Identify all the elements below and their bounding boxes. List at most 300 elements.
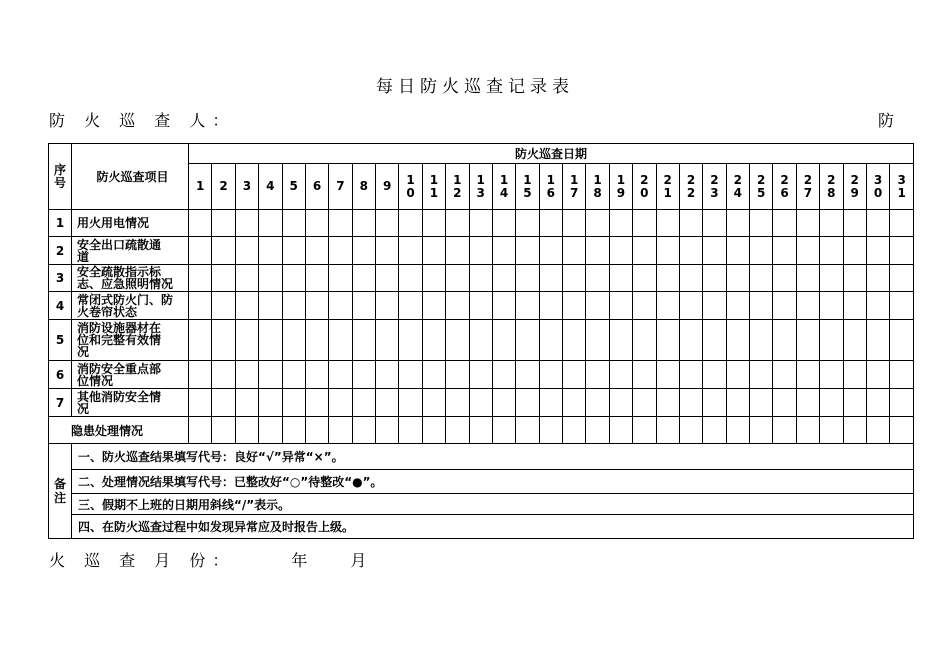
- hazard-cell[interactable]: [866, 417, 889, 444]
- check-cell[interactable]: [750, 361, 773, 389]
- check-cell[interactable]: [843, 265, 866, 292]
- check-cell[interactable]: [189, 292, 212, 320]
- check-cell[interactable]: [446, 320, 469, 361]
- text-line: 2: [733, 172, 742, 187]
- hazard-cell[interactable]: [259, 417, 282, 444]
- check-cell[interactable]: [726, 389, 749, 417]
- check-cell[interactable]: [633, 320, 656, 361]
- day-header: [726, 164, 749, 210]
- check-cell[interactable]: [609, 237, 632, 265]
- check-cell[interactable]: [633, 389, 656, 417]
- check-cell[interactable]: [539, 292, 562, 320]
- check-cell[interactable]: [235, 292, 258, 320]
- hazard-cell[interactable]: [282, 417, 305, 444]
- check-cell[interactable]: [305, 265, 328, 292]
- check-cell[interactable]: [539, 237, 562, 265]
- check-cell[interactable]: [446, 237, 469, 265]
- check-cell[interactable]: [890, 237, 914, 265]
- check-cell[interactable]: [656, 210, 679, 237]
- check-cell[interactable]: [189, 210, 212, 237]
- check-cell[interactable]: [235, 389, 258, 417]
- check-cell[interactable]: [259, 361, 282, 389]
- check-cell[interactable]: [516, 265, 539, 292]
- row-item: [72, 320, 189, 361]
- text-line: 1: [663, 185, 672, 200]
- check-cell[interactable]: [422, 265, 445, 292]
- check-cell[interactable]: [282, 265, 305, 292]
- check-cell[interactable]: [726, 265, 749, 292]
- check-cell[interactable]: [492, 361, 515, 389]
- check-cell[interactable]: [399, 320, 422, 361]
- check-cell[interactable]: [259, 210, 282, 237]
- check-cell[interactable]: [235, 265, 258, 292]
- hazard-row: [49, 417, 914, 444]
- hazard-cell[interactable]: [796, 417, 819, 444]
- check-cell[interactable]: [235, 210, 258, 237]
- check-cell[interactable]: [679, 292, 702, 320]
- check-cell[interactable]: [376, 292, 399, 320]
- check-cell[interactable]: [189, 361, 212, 389]
- note-text: 三、假期不上班的日期用斜线“/”表示。: [72, 494, 914, 515]
- check-cell[interactable]: [703, 389, 726, 417]
- text-line: 2: [453, 185, 462, 200]
- check-cell[interactable]: [399, 389, 422, 417]
- check-cell[interactable]: [212, 292, 235, 320]
- check-cell[interactable]: [516, 361, 539, 389]
- check-cell[interactable]: [329, 237, 352, 265]
- check-cell[interactable]: [796, 361, 819, 389]
- check-cell[interactable]: [726, 292, 749, 320]
- check-cell[interactable]: [399, 292, 422, 320]
- check-cell[interactable]: [773, 361, 796, 389]
- table-row: [49, 292, 914, 320]
- hazard-cell[interactable]: [352, 417, 375, 444]
- check-cell[interactable]: [633, 292, 656, 320]
- check-cell[interactable]: [446, 389, 469, 417]
- check-cell[interactable]: [539, 320, 562, 361]
- right-edge-fragment: 防: [878, 111, 895, 130]
- check-cell[interactable]: [329, 210, 352, 237]
- check-cell[interactable]: [492, 237, 515, 265]
- day-header: [329, 164, 352, 210]
- text-line: 序: [53, 162, 66, 177]
- check-cell[interactable]: [539, 265, 562, 292]
- check-cell[interactable]: [516, 389, 539, 417]
- check-cell[interactable]: [399, 361, 422, 389]
- check-cell[interactable]: [422, 361, 445, 389]
- remark-label: [49, 444, 72, 539]
- check-cell[interactable]: [259, 265, 282, 292]
- check-cell[interactable]: [703, 320, 726, 361]
- hazard-cell[interactable]: [586, 417, 609, 444]
- check-cell[interactable]: [609, 210, 632, 237]
- check-cell[interactable]: [516, 320, 539, 361]
- check-cell[interactable]: [609, 389, 632, 417]
- day-header: [866, 164, 889, 210]
- check-cell[interactable]: [750, 237, 773, 265]
- check-cell[interactable]: [376, 389, 399, 417]
- check-cell[interactable]: [656, 265, 679, 292]
- check-cell[interactable]: [820, 210, 843, 237]
- check-cell[interactable]: [843, 389, 866, 417]
- check-cell[interactable]: [890, 292, 914, 320]
- check-cell[interactable]: [352, 320, 375, 361]
- check-cell[interactable]: [212, 265, 235, 292]
- check-cell[interactable]: [656, 389, 679, 417]
- check-cell[interactable]: [890, 389, 914, 417]
- day-header: [586, 164, 609, 210]
- check-cell[interactable]: [586, 237, 609, 265]
- check-cell[interactable]: [750, 292, 773, 320]
- check-cell[interactable]: [376, 237, 399, 265]
- check-cell[interactable]: [376, 210, 399, 237]
- check-cell[interactable]: [282, 320, 305, 361]
- check-cell[interactable]: [586, 320, 609, 361]
- check-cell[interactable]: [890, 210, 914, 237]
- check-cell[interactable]: [609, 265, 632, 292]
- text-line: 9: [616, 185, 626, 200]
- check-cell[interactable]: [866, 389, 889, 417]
- check-cell[interactable]: [703, 237, 726, 265]
- check-cell[interactable]: [773, 292, 796, 320]
- check-cell[interactable]: [820, 361, 843, 389]
- text-line: 1: [570, 172, 579, 187]
- check-cell[interactable]: [329, 389, 352, 417]
- text-line: 1: [897, 185, 906, 200]
- check-cell[interactable]: [726, 210, 749, 237]
- check-cell[interactable]: [563, 210, 586, 237]
- check-cell[interactable]: [516, 237, 539, 265]
- day-header: [820, 164, 843, 210]
- check-cell[interactable]: [259, 389, 282, 417]
- inspection-table: [48, 143, 914, 539]
- hazard-cell[interactable]: [703, 417, 726, 444]
- check-cell[interactable]: [492, 265, 515, 292]
- hazard-cell[interactable]: [609, 417, 632, 444]
- text-line: 消防安全重点部: [77, 361, 162, 376]
- check-cell[interactable]: [189, 320, 212, 361]
- text-line: 火卷帘状态: [77, 304, 138, 319]
- check-cell[interactable]: [305, 361, 328, 389]
- check-cell[interactable]: [750, 265, 773, 292]
- text-line: 4: [499, 185, 509, 200]
- text-line: 1: [593, 172, 602, 187]
- row-item: [72, 292, 189, 320]
- check-cell[interactable]: [609, 320, 632, 361]
- hazard-cell[interactable]: [539, 417, 562, 444]
- check-cell[interactable]: [866, 237, 889, 265]
- day-header: [422, 164, 445, 210]
- hazard-cell[interactable]: [492, 417, 515, 444]
- text-line: 4: [733, 185, 742, 200]
- check-cell[interactable]: [796, 265, 819, 292]
- check-cell[interactable]: [703, 292, 726, 320]
- check-cell[interactable]: [492, 320, 515, 361]
- check-cell[interactable]: [656, 292, 679, 320]
- hazard-cell[interactable]: [422, 417, 445, 444]
- hazard-cell[interactable]: [235, 417, 258, 444]
- check-cell[interactable]: [422, 292, 445, 320]
- check-cell[interactable]: [446, 210, 469, 237]
- check-cell[interactable]: [259, 320, 282, 361]
- check-cell[interactable]: [282, 292, 305, 320]
- check-cell[interactable]: [586, 265, 609, 292]
- check-cell[interactable]: [189, 237, 212, 265]
- hazard-cell[interactable]: [563, 417, 586, 444]
- text-line: 1: [406, 172, 415, 187]
- text-line: 消防设施器材在: [77, 321, 162, 335]
- check-cell[interactable]: [750, 210, 773, 237]
- check-cell[interactable]: [305, 389, 328, 417]
- text-line: 8: [593, 185, 602, 200]
- day-header: [376, 164, 399, 210]
- check-cell[interactable]: [820, 265, 843, 292]
- check-cell[interactable]: [866, 292, 889, 320]
- check-cell[interactable]: [422, 320, 445, 361]
- check-cell[interactable]: [282, 237, 305, 265]
- check-cell[interactable]: [235, 237, 258, 265]
- hazard-cell[interactable]: [679, 417, 702, 444]
- check-cell[interactable]: [469, 210, 492, 237]
- check-cell[interactable]: [563, 292, 586, 320]
- check-cell[interactable]: [796, 389, 819, 417]
- check-cell[interactable]: [773, 320, 796, 361]
- day-header: [796, 164, 819, 210]
- check-cell[interactable]: [773, 265, 796, 292]
- check-cell[interactable]: [305, 320, 328, 361]
- check-cell[interactable]: [469, 237, 492, 265]
- check-cell[interactable]: [890, 361, 914, 389]
- text-line: 备: [53, 477, 66, 491]
- hazard-cell[interactable]: [843, 417, 866, 444]
- check-cell[interactable]: [679, 320, 702, 361]
- check-cell[interactable]: [282, 389, 305, 417]
- check-cell[interactable]: [843, 210, 866, 237]
- text-line: 6: [546, 185, 555, 200]
- text-line: 1: [429, 172, 439, 187]
- check-cell[interactable]: [843, 237, 866, 265]
- check-cell[interactable]: [609, 361, 632, 389]
- check-cell[interactable]: [469, 320, 492, 361]
- check-cell[interactable]: [726, 320, 749, 361]
- check-cell[interactable]: [890, 320, 914, 361]
- table-row: [49, 265, 914, 292]
- check-cell[interactable]: [189, 265, 212, 292]
- check-cell[interactable]: [329, 265, 352, 292]
- check-cell[interactable]: [843, 320, 866, 361]
- check-cell[interactable]: [305, 292, 328, 320]
- check-cell[interactable]: [469, 361, 492, 389]
- check-cell[interactable]: [422, 237, 445, 265]
- hazard-cell[interactable]: [656, 417, 679, 444]
- day-header: [773, 164, 796, 210]
- note-text: 二、处理情况结果填写代号：已整改好“○”待整改“●”。: [72, 470, 914, 494]
- check-cell[interactable]: [866, 210, 889, 237]
- check-cell[interactable]: [820, 237, 843, 265]
- check-cell[interactable]: [796, 237, 819, 265]
- check-cell[interactable]: [843, 361, 866, 389]
- check-cell[interactable]: [750, 389, 773, 417]
- text-line: 8: [827, 185, 836, 200]
- check-cell[interactable]: [820, 389, 843, 417]
- check-cell[interactable]: [679, 389, 702, 417]
- check-cell[interactable]: [329, 320, 352, 361]
- check-cell[interactable]: [469, 265, 492, 292]
- check-cell[interactable]: [539, 389, 562, 417]
- check-cell[interactable]: [726, 237, 749, 265]
- check-cell[interactable]: [446, 361, 469, 389]
- check-cell[interactable]: [820, 292, 843, 320]
- check-cell[interactable]: [446, 265, 469, 292]
- check-cell[interactable]: [376, 265, 399, 292]
- hazard-label: 隐患处理情况: [49, 417, 189, 444]
- check-cell[interactable]: [492, 389, 515, 417]
- check-cell[interactable]: [890, 265, 914, 292]
- check-cell[interactable]: [679, 237, 702, 265]
- check-cell[interactable]: [399, 210, 422, 237]
- text-line: 2: [757, 172, 766, 187]
- hazard-cell[interactable]: [376, 417, 399, 444]
- hazard-cell[interactable]: [750, 417, 773, 444]
- check-cell[interactable]: [656, 320, 679, 361]
- check-cell[interactable]: [235, 320, 258, 361]
- check-cell[interactable]: [399, 237, 422, 265]
- check-cell[interactable]: [516, 210, 539, 237]
- hazard-cell[interactable]: [189, 417, 212, 444]
- check-cell[interactable]: [703, 210, 726, 237]
- hazard-cell[interactable]: [212, 417, 235, 444]
- hazard-cell[interactable]: [469, 417, 492, 444]
- check-cell[interactable]: [866, 265, 889, 292]
- check-cell[interactable]: [539, 361, 562, 389]
- check-cell[interactable]: [492, 210, 515, 237]
- check-cell[interactable]: [352, 389, 375, 417]
- hazard-cell[interactable]: [516, 417, 539, 444]
- check-cell[interactable]: [773, 389, 796, 417]
- check-cell[interactable]: [586, 361, 609, 389]
- check-cell[interactable]: [212, 361, 235, 389]
- day-header: [189, 164, 212, 210]
- check-cell[interactable]: [422, 210, 445, 237]
- check-cell[interactable]: [492, 292, 515, 320]
- check-cell[interactable]: [189, 389, 212, 417]
- check-cell[interactable]: [656, 237, 679, 265]
- check-cell[interactable]: [656, 361, 679, 389]
- check-cell[interactable]: [633, 265, 656, 292]
- check-cell[interactable]: [843, 292, 866, 320]
- row-number: 7: [49, 389, 72, 417]
- check-cell[interactable]: [539, 210, 562, 237]
- check-cell[interactable]: [376, 361, 399, 389]
- month-line: [49, 548, 373, 571]
- hazard-cell[interactable]: [820, 417, 843, 444]
- check-cell[interactable]: [563, 361, 586, 389]
- check-cell[interactable]: [703, 361, 726, 389]
- check-cell[interactable]: [563, 389, 586, 417]
- hazard-cell[interactable]: [399, 417, 422, 444]
- check-cell[interactable]: [329, 361, 352, 389]
- check-cell[interactable]: [633, 361, 656, 389]
- check-cell[interactable]: [773, 237, 796, 265]
- day-header: [469, 164, 492, 210]
- check-cell[interactable]: [282, 210, 305, 237]
- check-cell[interactable]: [282, 361, 305, 389]
- check-cell[interactable]: [212, 237, 235, 265]
- check-cell[interactable]: [703, 265, 726, 292]
- header-row: [49, 144, 914, 164]
- check-cell[interactable]: [609, 292, 632, 320]
- check-cell[interactable]: [679, 210, 702, 237]
- day-header: [703, 164, 726, 210]
- check-cell[interactable]: [563, 237, 586, 265]
- check-cell[interactable]: [259, 237, 282, 265]
- check-cell[interactable]: [352, 265, 375, 292]
- check-cell[interactable]: [563, 265, 586, 292]
- check-cell[interactable]: [796, 320, 819, 361]
- check-cell[interactable]: [796, 210, 819, 237]
- hazard-cell[interactable]: [773, 417, 796, 444]
- hazard-cell[interactable]: [726, 417, 749, 444]
- check-cell[interactable]: [352, 292, 375, 320]
- day-header: [282, 164, 305, 210]
- check-cell[interactable]: [633, 210, 656, 237]
- check-cell[interactable]: [235, 361, 258, 389]
- check-cell[interactable]: [212, 320, 235, 361]
- check-cell[interactable]: [866, 320, 889, 361]
- check-cell[interactable]: [750, 320, 773, 361]
- check-cell[interactable]: [352, 210, 375, 237]
- text-line: 道: [77, 249, 90, 264]
- check-cell[interactable]: [866, 361, 889, 389]
- check-cell[interactable]: [469, 389, 492, 417]
- check-cell[interactable]: [422, 389, 445, 417]
- check-cell[interactable]: [796, 292, 819, 320]
- item-header: 防火巡查项目: [72, 144, 189, 210]
- check-cell[interactable]: [679, 361, 702, 389]
- check-cell[interactable]: [726, 361, 749, 389]
- hazard-cell[interactable]: [305, 417, 328, 444]
- hazard-cell[interactable]: [890, 417, 914, 444]
- hazard-cell[interactable]: [329, 417, 352, 444]
- check-cell[interactable]: [586, 389, 609, 417]
- check-cell[interactable]: [446, 292, 469, 320]
- check-cell[interactable]: [376, 320, 399, 361]
- check-cell[interactable]: [563, 320, 586, 361]
- check-cell[interactable]: [516, 292, 539, 320]
- check-cell[interactable]: [212, 210, 235, 237]
- check-cell[interactable]: [305, 237, 328, 265]
- hazard-cell[interactable]: [633, 417, 656, 444]
- check-cell[interactable]: [820, 320, 843, 361]
- day-header: [235, 164, 258, 210]
- check-cell[interactable]: [469, 292, 492, 320]
- hazard-cell[interactable]: [446, 417, 469, 444]
- check-cell[interactable]: [586, 210, 609, 237]
- check-cell[interactable]: [305, 210, 328, 237]
- check-cell[interactable]: [329, 292, 352, 320]
- inspector-label: 防 火 巡 查 人：: [49, 111, 236, 130]
- check-cell[interactable]: [586, 292, 609, 320]
- check-cell[interactable]: [399, 265, 422, 292]
- check-cell[interactable]: [679, 265, 702, 292]
- check-cell[interactable]: [212, 389, 235, 417]
- check-cell[interactable]: [773, 210, 796, 237]
- check-cell[interactable]: [352, 237, 375, 265]
- text-line: 2: [803, 172, 813, 187]
- check-cell[interactable]: [633, 237, 656, 265]
- check-cell[interactable]: [352, 361, 375, 389]
- check-cell[interactable]: [259, 292, 282, 320]
